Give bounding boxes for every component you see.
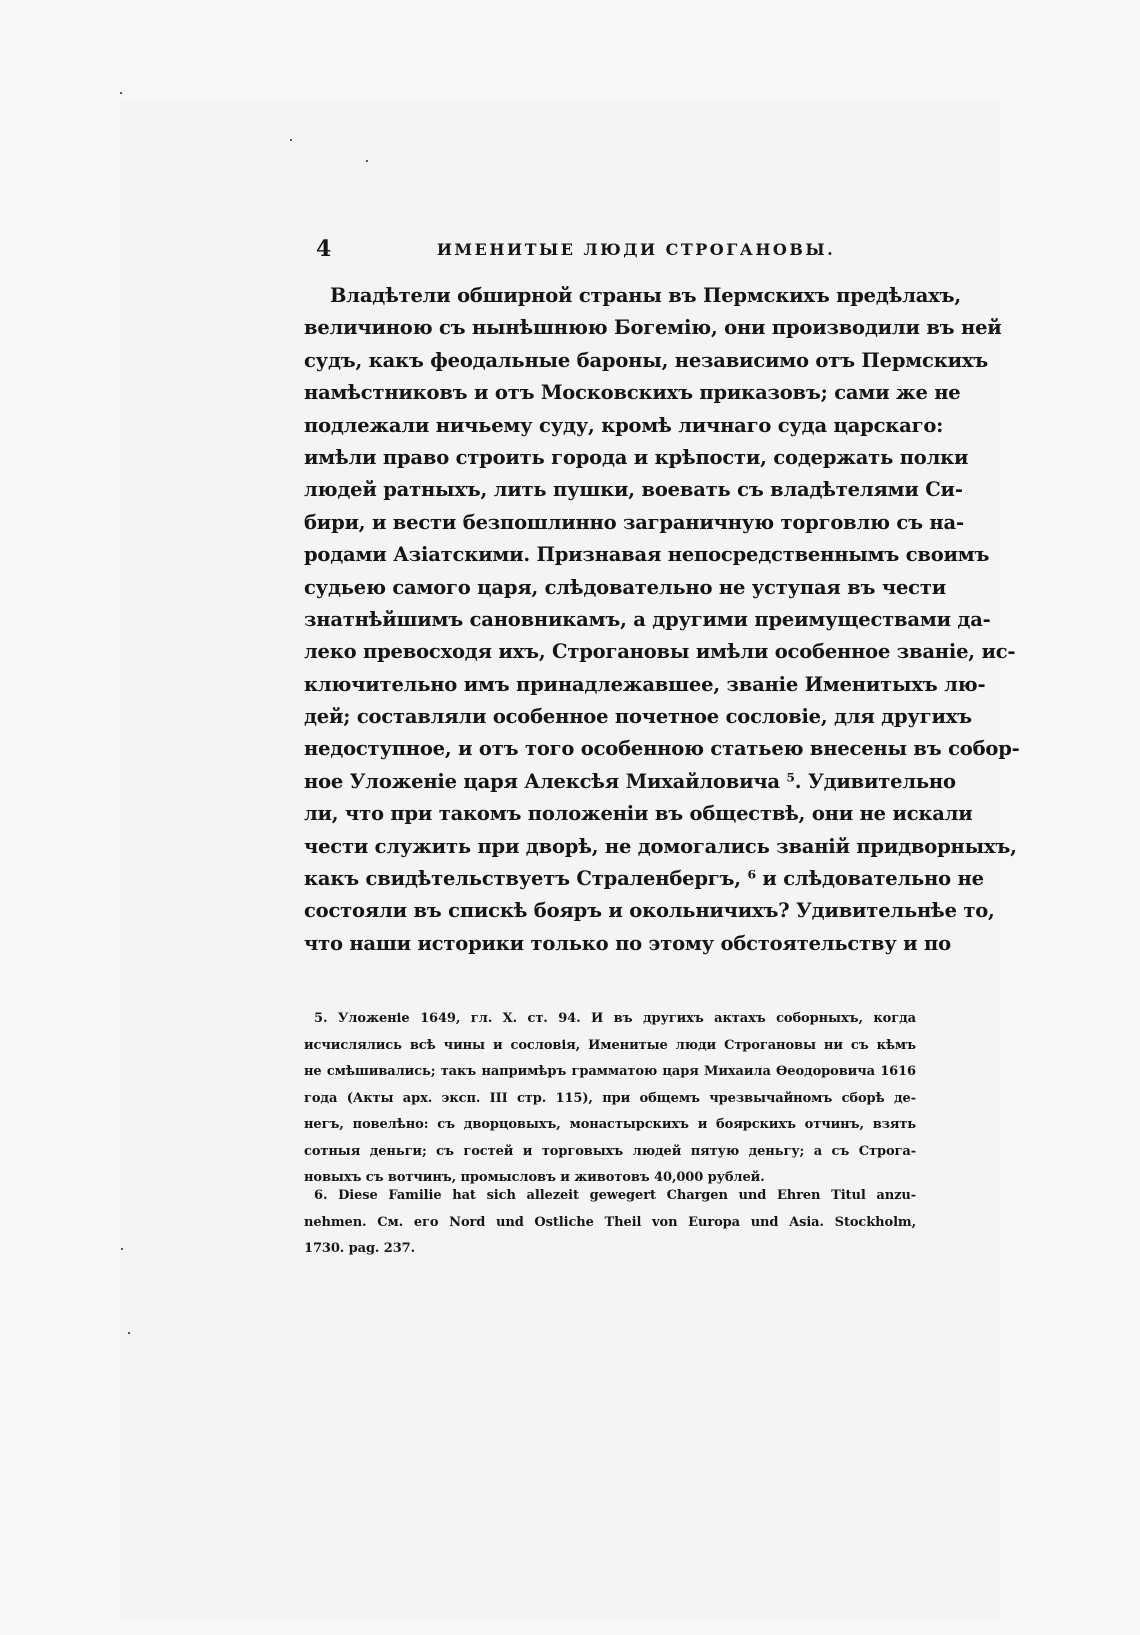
- page-header: [316, 236, 916, 266]
- text-line: ключительно имъ принадлежавшее, званіе Именитыхъ лю-: [304, 672, 986, 696]
- text-line: ное Уложеніе царя Алексѣя Михайловича ⁵. Удивительно: [304, 769, 956, 793]
- text-line: судъ, какъ феодальные бароны, независимо отъ Пермскихъ: [304, 348, 989, 372]
- footnote-5: [304, 1006, 916, 1192]
- text-line: бири, и вести безпошлинно заграничную торговлю съ на-: [304, 510, 964, 534]
- text-line: намѣстниковъ и отъ Московскихъ приказовъ; сами же не: [304, 381, 961, 405]
- footnote-line: 5. Уложеніе 1649, гл. X. ст. 94. И въ другихъ актахъ соборныхъ, когда: [314, 1011, 916, 1026]
- scan-speck: [366, 160, 368, 162]
- text-line: леко превосходя ихъ, Строгановы имѣли особенное званіе, ис-: [304, 640, 1016, 664]
- footnote-line: года (Акты арх. эксп. III стр. 115), при общемъ чрезвычайномъ сборѣ де-: [304, 1090, 916, 1106]
- text-line: что наши историки только по этому обстоятельству и по: [304, 931, 951, 955]
- text-line: родами Азіатскими. Признавая непосредственнымъ своимъ: [304, 543, 990, 567]
- text-line: знатнѣйшимъ сановникамъ, а другими преимуществами да-: [304, 607, 991, 631]
- footnote-line: новыхъ съ вотчинъ, промысловъ и животовъ 40,000 рублей.: [304, 1170, 765, 1185]
- footnote-line: сотныя деньги; съ гостей и торговыхъ людей пятую деньгу; а съ Строга-: [304, 1143, 916, 1159]
- page-number: 4: [316, 236, 332, 262]
- footnote-6: [304, 1183, 916, 1263]
- text-line: дей; составляли особенное почетное сословіе, для другихъ: [304, 705, 972, 729]
- text-line: состояли въ спискѣ бояръ и окольничихъ? Удивительнѣе то,: [304, 899, 995, 923]
- main-text: [304, 280, 1020, 960]
- text-line: подлежали ничьему суду, кромѣ личнаго суда царскаго:: [304, 413, 944, 437]
- footnote-line: 6. Diese Familie hat sich allezeit gewegert Chargen und Ehren Titul anzu-: [314, 1188, 916, 1203]
- text-line: ли, что при такомъ положеніи въ обществѣ, они не искали: [304, 802, 973, 826]
- text-line: чести служить при дворѣ, не домогались званій придворныхъ,: [304, 834, 1017, 858]
- text-line: имѣли право строить города и крѣпости, содержать полки: [304, 445, 969, 469]
- scan-speck: [290, 139, 292, 141]
- text-line: какъ свидѣтельствуетъ Страленбергъ, ⁶ и слѣдовательно не: [304, 867, 984, 891]
- footnote-line: исчислялись всѣ чины и сословія, Именитые люди Строгановы ни съ кѣмъ: [304, 1037, 916, 1053]
- scan-speck: [121, 1248, 123, 1250]
- scan-speck: [120, 92, 122, 94]
- scan-speck: [128, 1332, 130, 1334]
- text-line: судьею самого царя, слѣдовательно не уступая въ чести: [304, 575, 946, 599]
- footnote-line: негъ, повелѣно: съ дворцовыхъ, монастырскихъ и боярскихъ отчинъ, взять: [304, 1117, 916, 1132]
- text-line: величиною съ нынѣшнюю Богемію, они производили въ ней: [304, 316, 1002, 340]
- text-line: Владѣтели обширной страны въ Пермскихъ предѣлахъ,: [330, 284, 961, 307]
- footnote-line: nehmen. См. его Nord und Ostliche Theil von Europa und Asia. Stockholm,: [304, 1214, 916, 1230]
- footnote-line: 1730. pag. 237.: [304, 1241, 416, 1256]
- footnote-line: не смѣшивались; такъ напримѣръ грамматою царя Михаила Ѳеодоровича 1616: [304, 1064, 916, 1079]
- text-line: недоступное, и отъ того особенною статьею внесены въ собор-: [304, 737, 1020, 761]
- text-line: людей ратныхъ, лить пушки, воевать съ владѣтелями Си-: [304, 478, 963, 502]
- running-title: ИМЕНИТЫЕ ЛЮДИ СТРОГАНОВЫ.: [436, 240, 836, 259]
